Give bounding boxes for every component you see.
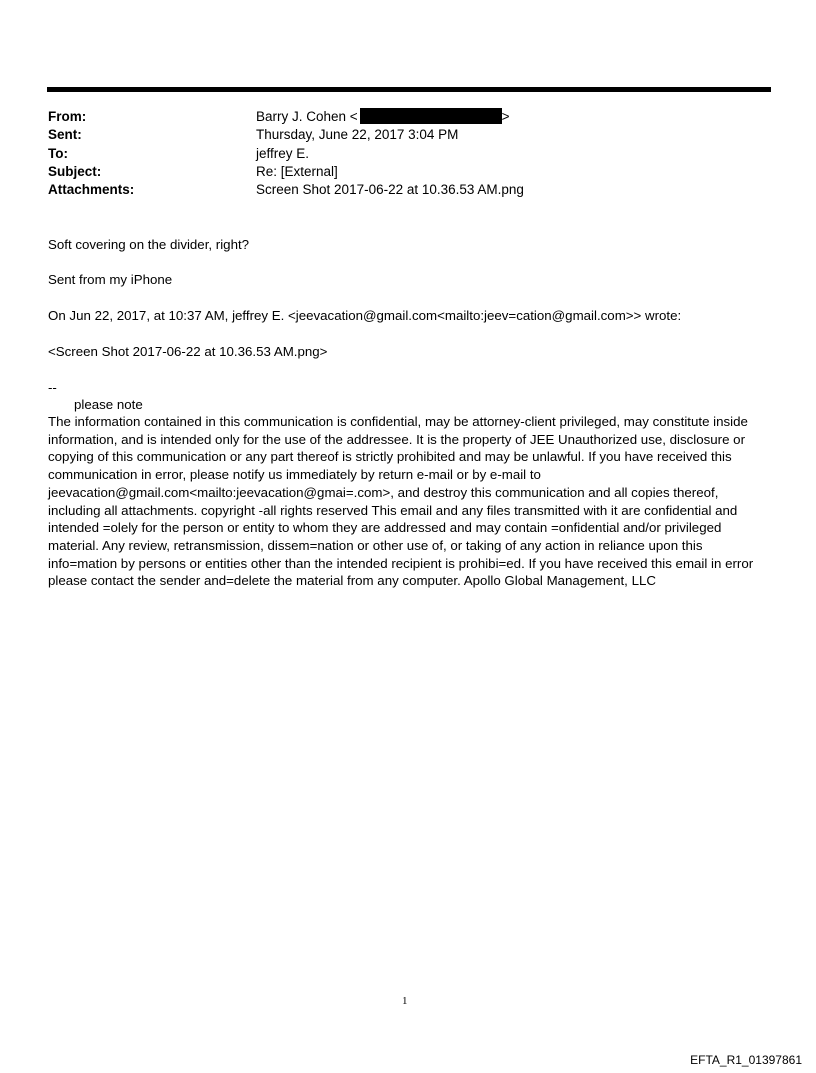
subject-label: Subject: [48, 163, 102, 179]
attachments-value: Screen Shot 2017-06-22 at 10.36.53 AM.png [256, 182, 524, 198]
document-id: EFTA_R1_01397861 [690, 1053, 802, 1067]
from-tail: > [501, 109, 510, 124]
sent-row [48, 126, 524, 144]
quoted-header-line: On Jun 22, 2017, at 10:37 AM, jeffrey E. <jeevacation@gmail.com<mailto:jeev=cation@gmail.com>> wrote: [48, 308, 682, 323]
page-number: 1 [402, 995, 408, 1007]
attachments-label: Attachments: [48, 182, 135, 198]
please-note: please note [74, 397, 143, 412]
from-row [48, 108, 524, 126]
subject-value: Re: [External] [256, 163, 338, 179]
sent-from-line: Sent from my iPhone [48, 272, 173, 287]
from-value [256, 108, 510, 126]
redaction-box [360, 108, 502, 124]
message-line: Soft covering on the divider, right? [48, 237, 250, 252]
attachments-row [48, 181, 524, 199]
email-header [48, 108, 524, 199]
signature-dash: -- [48, 380, 57, 395]
from-label: From: [48, 109, 87, 124]
subject-row [48, 163, 524, 181]
header-divider [47, 87, 771, 92]
sent-value: Thursday, June 22, 2017 3:04 PM [256, 127, 459, 143]
to-value: jeffrey E. [256, 145, 310, 161]
to-row [48, 145, 524, 163]
from-name: Barry J. Cohen < [256, 109, 358, 124]
attachment-reference: <Screen Shot 2017-06-22 at 10.36.53 AM.png> [48, 344, 328, 359]
disclaimer-text: The information contained in this communication is confidential, may be attorney-client privileged, may constitute inside information, and is intended only for the use of the addressee. It is the property of JEE Unauthorized use, disclosure or copying of this communication or any part thereof is strictly prohibited and may be unlawful. If you have received this communication in error, please notify us immediately by return e-mail or by e-mail to jeevacation@gmail.com<mailto:jeevacation@gmai=.com>, and destroy this communication and all copies thereof, including all attachments. copyright -all rights reserved This email and any files transmitted with it are confidential and intended =olely for the person or entity to whom they are addressed and may contain =onfidential and/or privileged material. Any review, retransmission, dissem=nation or other use of, or taking of any action in reliance upon this info=mation by persons or entities other than the intended recipient is prohibi=ed. If you have received this email in error please contact the sender and=delete the material from any computer. Apollo Global Management, LLC [48, 414, 754, 589]
to-label: To: [48, 145, 68, 161]
sent-label: Sent: [48, 127, 82, 143]
